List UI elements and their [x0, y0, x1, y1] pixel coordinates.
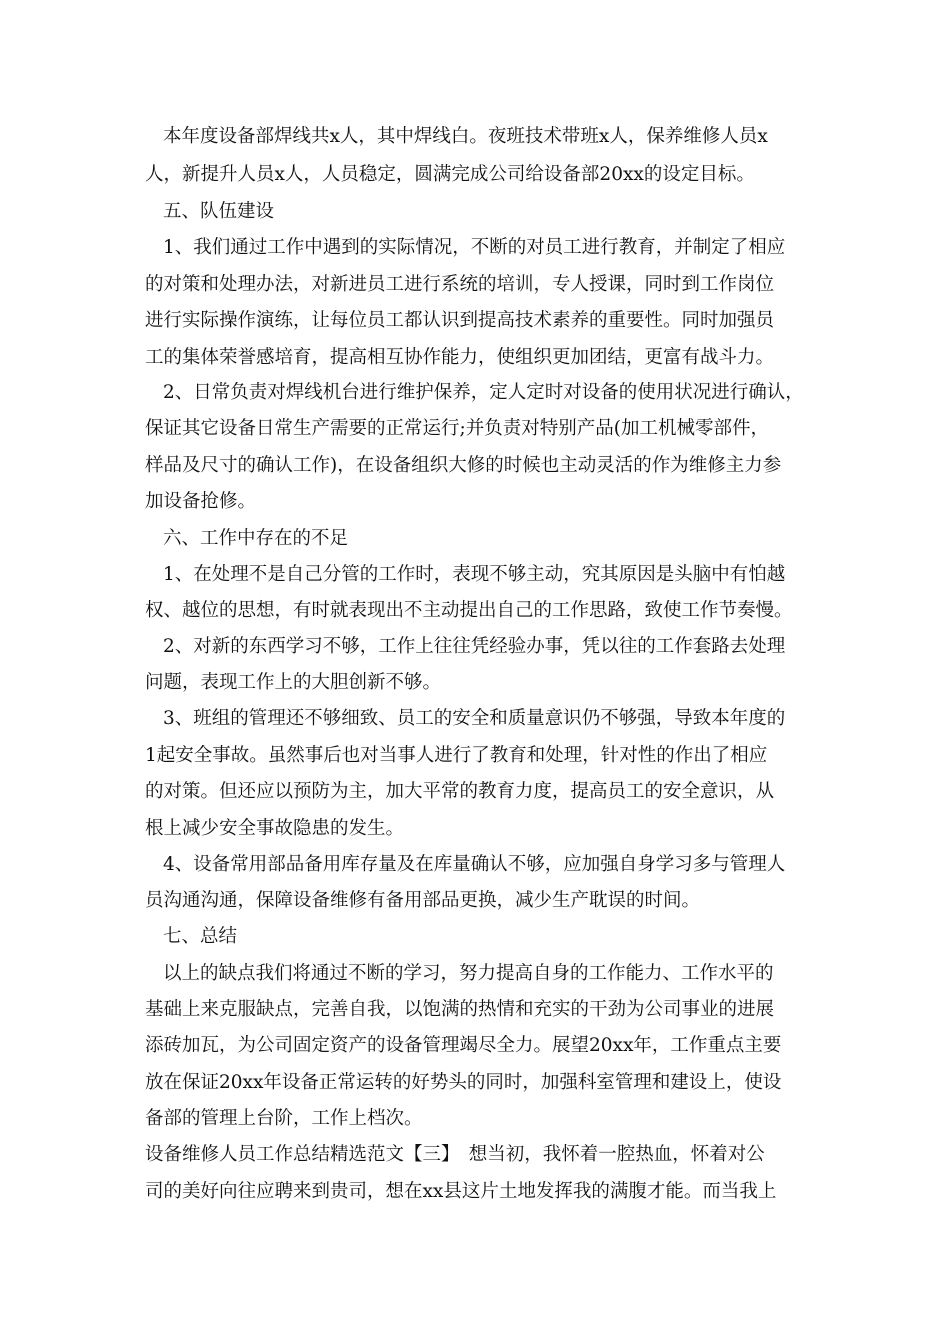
text-line: 人，新提升人员x人，人员稳定，圆满完成公司给设备部20xx的设定目标。: [145, 164, 755, 185]
text-line: 添砖加瓦，为公司固定资产的设备管理竭尽全力。展望20xx年，工作重点主要: [145, 1035, 782, 1056]
text-line: 2、对新的东西学习不够，工作上往往凭经验办事，凭以往的工作套路去处理: [163, 636, 786, 657]
text-line: 加设备抢修。: [145, 491, 257, 512]
text-line: 本年度设备部焊线共x人，其中焊线白。夜班技术带班x人，保养维修人员x: [163, 126, 768, 147]
text-line: 1、我们通过工作中遇到的实际情况，不断的对员工进行教育，并制定了相应: [163, 237, 786, 258]
text-line: 的对策。但还应以预防为主，加大平常的教育力度，提高员工的安全意识，从: [145, 781, 775, 802]
text-line: 3、班组的管理还不够细致、员工的安全和质量意识仍不够强，导致本年度的: [163, 708, 786, 729]
text-line: 保证其它设备日常生产需要的正常运行;并负责对特别产品(加工机械零部件，: [145, 418, 769, 439]
text-line: 进行实际操作演练，让每位员工都认识到提高技术素养的重要性。同时加强员: [145, 310, 775, 331]
text-line: 备部的管理上台阶，工作上档次。: [145, 1108, 423, 1129]
article-title-line: 设备维修人员工作总结精选范文【三】 想当初，我怀着一腔热血，怀着对公: [145, 1144, 765, 1165]
text-line: 2、日常负责对焊线机台进行维护保养，定人定时对设备的使用状况进行确认，: [163, 382, 804, 403]
section-heading: 五、队伍建设: [163, 201, 275, 222]
text-line: 1起安全事故。虽然事后也对当事人进行了教育和处理，针对性的作出了相应: [145, 745, 768, 766]
section-heading: 七、总结: [163, 926, 238, 947]
text-line: 放在保证20xx年设备正常运转的好势头的同时，加强科室管理和建设上，使设: [145, 1072, 782, 1093]
text-line: 基础上来克服缺点，完善自我，以饱满的热情和充实的干劲为公司事业的进展: [145, 999, 775, 1020]
text-line: 4、设备常用部品备用库存量及在库量确认不够，应加强自身学习多与管理人: [163, 854, 786, 875]
text-line: 司的美好向往应聘来到贵司，想在xx县这片土地发挥我的满腹才能。而当我上: [145, 1181, 777, 1202]
text-line: 权、越位的思想，有时就表现出不主动提出自己的工作思路，致使工作节奏慢。: [145, 600, 793, 621]
text-line: 员沟通沟通，保障设备维修有备用部品更换，减少生产耽误的时间。: [145, 890, 701, 911]
text-line: 的对策和处理办法，对新进员工进行系统的培训，专人授课，同时到工作岗位: [145, 274, 775, 295]
text-line: 以上的缺点我们将通过不断的学习，努力提高自身的工作能力、工作水平的: [163, 963, 774, 984]
text-line: 根上减少安全事故隐患的发生。: [145, 818, 405, 839]
section-heading: 六、工作中存在的不足: [163, 528, 349, 549]
text-line: 样品及尺寸的确认工作)，在设备组织大修的时候也主动灵活的作为维修主力参: [145, 455, 782, 476]
text-line: 工的集体荣誉感培育，提高相互协作能力，使组织更加团结，更富有战斗力。: [145, 347, 775, 368]
text-line: 1、在处理不是自己分管的工作时，表现不够主动，究其原因是头脑中有怕越: [163, 564, 786, 585]
text-line: 问题，表现工作上的大胆创新不够。: [145, 672, 442, 693]
